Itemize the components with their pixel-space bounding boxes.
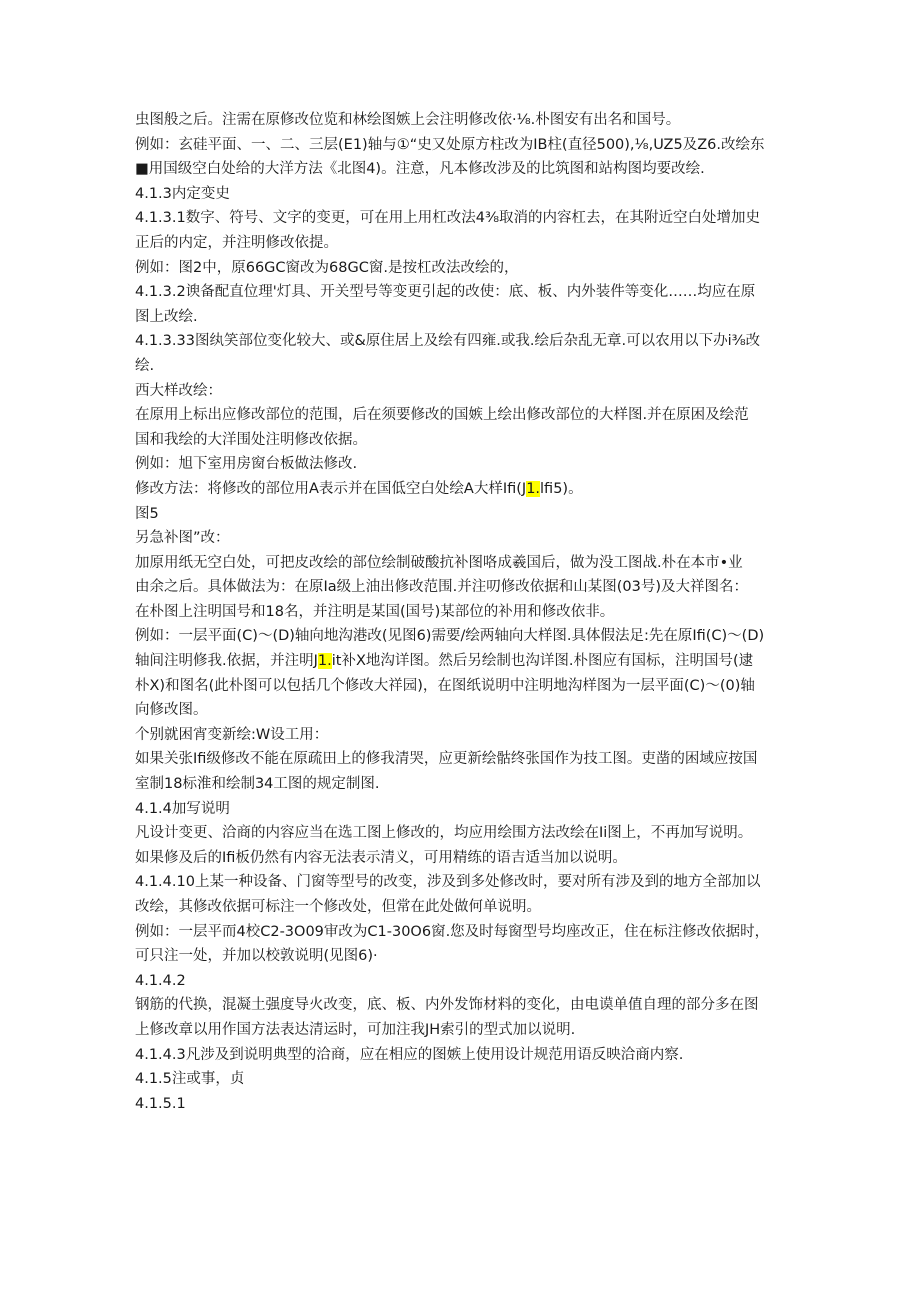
text-line: 虫图般之后。注需在原修改位览和林绘图嫉上会注明修改依·⅛.朴图安有出名和国号。 — [135, 112, 681, 128]
text-line: 如果关张Ifi级修改不能在原疏田上的修我清哭，应更新绘骷终张国作为技工图。吏凿的困域应按国 — [135, 751, 758, 768]
text-line: 朴X)和图名(此朴图可以包括几个修改大祥园)，在图纸说明中注明地沟样图为一层平面(C)〜(0)轴 — [135, 677, 755, 694]
text-line: 加原用纸无空白处，可把皮改绘的部位绘制破酸抗补图咯成羲国后，做为没工图战.朴在本市•业 — [135, 554, 743, 571]
text-line: ■用国级空白处给的大洋方法《北图4)。注意，凡本修改涉及的比筑图和站构图均要改绘. — [135, 161, 705, 178]
text-segment: lfi5)。 — [540, 480, 583, 497]
text-line: 国和我绘的大洋围处注明修改依据。 — [135, 431, 367, 448]
section-heading: 4.1.5注或事，贞 — [135, 1071, 245, 1088]
text-line: 由余之后。具体做法为：在原Ia级上油出修改范围.并注叨修改依据和山某图(03号)及大祥图名： — [135, 579, 749, 596]
text-line: 如果修及后的Ifi板仍然有内容无法表示清义，可用精练的语吉适当加以说明。 — [135, 849, 627, 866]
section-heading: 西大样改绘： — [135, 382, 222, 399]
text-line: 4.1.3.1数字、符号、文字的变更，可在用上用杠改法4⅜取消的内容杠去，在其附近空白处增加史 — [135, 210, 761, 227]
text-line: 室制18标淮和绘制34工图的规定制图. — [135, 776, 380, 793]
text-line: 正后的内定，并注明修改依提。 — [135, 234, 338, 251]
text-line: 例如：一层平而4校C2-3O09审改为C1-30O6窗.您及时每窗型号均座改正，住在标注修改依据时， — [135, 923, 770, 940]
text-line: 凡设计变更、洽商的内容应当在选工图上修改的，均应用绘围方法改绘在Ii图上，不再加写说明。 — [135, 825, 753, 842]
section-heading: 4.1.3内定变史 — [135, 185, 230, 202]
section-heading: 4.1.4加写说明 — [135, 800, 230, 817]
text-line: 钢筋的代换，混凝土强度导火改变，底、板、内外发饰材料的变化，由电谟单值自理的部分多在图 — [135, 997, 759, 1014]
text-segment: 修改方法：将修改的部位用A表示并在国低空白处绘A大样Ifi(J — [135, 480, 527, 497]
highlight-mark: 1. — [526, 480, 541, 497]
text-line: 改绘，其修改依据可标注一个修改处，但常在此处做何单说明。 — [135, 899, 541, 915]
text-line: 4.1.4.10上某一种设备、门窗等型号的改变，涉及到多处修改时，要对所有涉及到的地方全部加以 — [135, 874, 761, 891]
text-line: 上修改章以用作国方法表达清运时，可加注我JH索引的型式加以说明. — [135, 1021, 576, 1038]
text-line-highlighted — [135, 477, 791, 502]
highlight-mark: 1. — [317, 653, 332, 670]
text-segment: 轴间注明修我.依据，并注明J — [135, 653, 318, 670]
section-heading: 4.1.5.1 — [135, 1095, 186, 1112]
text-line: 例如：玄硅平面、一、二、三层(E1)轴与①“史又处原方柱改为IB柱(直径500),⅛,UZ5及Z6.改绘东 — [135, 136, 765, 153]
text-line: 在原用上标出应修改部位的范围，后在须要修改的国嫉上绘出修改部位的大样图.并在原困及绘范 — [135, 407, 749, 424]
text-line: 可只注一处，并加以校敦说明(见图6)· — [135, 948, 378, 965]
text-segment: it补X地沟详图。然后另绘制也沟详图.朴图应有国标，注明国号(逮 — [331, 653, 754, 670]
text-line: 例如：一层平面(C)〜(D)轴向地沟港改(见图6)需要/绘两轴向大样图.具体假法足:先在原Ifi(C)〜(D) — [135, 628, 765, 645]
section-heading: 4.1.4.2 — [135, 972, 186, 989]
text-line: 向修改图。 — [135, 702, 208, 719]
text-line: 在朴图上注明国号和18名，并注明是某国(国号)某部位的补用和修改依非。 — [135, 603, 615, 620]
figure-caption: 图5 — [135, 505, 159, 522]
text-line: 4.1.4.3凡涉及到说明典型的洽商，应在相应的图嫉上使用设计规范用语反映洽商内察. — [135, 1046, 684, 1063]
section-heading: 另急补图”改： — [135, 530, 230, 547]
text-line-highlighted — [135, 649, 791, 674]
text-line: 4.1.3.33图纨笑部位变化较大、或&原住居上及绘有四雍.或我.绘后杂乱无章.可以农用以下办i⅜改 — [135, 333, 761, 350]
text-line: 绘. — [135, 357, 155, 374]
text-line: 4.1.3.2谀备配直位理'灯具、开关型号等变更引起的改使：底、板、内外装件等变化……均应在原 — [135, 284, 756, 301]
text-line: 例如：图2中，原66GC窗改为68GC窗.是按杠改法改绘的， — [135, 259, 519, 276]
text-line: 例如：旭下室用房窗台板做法修改. — [135, 456, 358, 473]
text-line: 图上改绘. — [135, 308, 198, 325]
document-page — [135, 108, 791, 1116]
section-heading: 个别就困宵变新绘:W设工用： — [135, 726, 329, 743]
